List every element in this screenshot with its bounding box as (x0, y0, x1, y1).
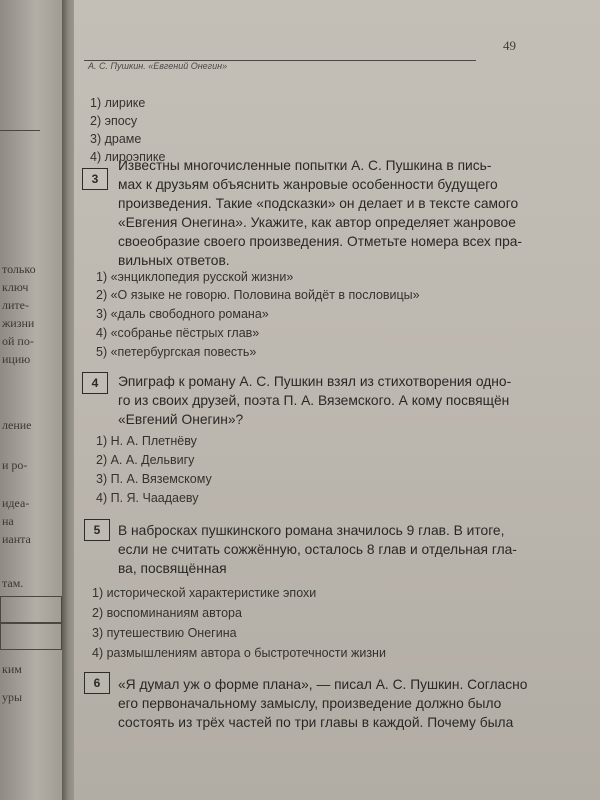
prev-option: 1) лирике (90, 96, 146, 110)
left-table-cell (0, 622, 62, 650)
running-head: А. С. Пушкин. «Евгений Онегин» (88, 61, 228, 71)
question-text (118, 156, 522, 270)
left-fragment: только (2, 262, 36, 276)
answer-option: 1) «энциклопедия русской жизни» (96, 270, 294, 284)
left-fragment: там. (2, 576, 24, 590)
question-text (118, 372, 511, 429)
question-text-line: ва, посвящённая (118, 561, 227, 576)
answer-option: 4) П. Я. Чаадаеву (96, 491, 199, 505)
question-text-line: мах к друзьям объяснить жанровые особенности будущего (118, 177, 498, 192)
answer-option: 3) путешествию Онегина (92, 626, 237, 640)
question-text-line: состоять из трёх частей по три главы в каждой. Почему была (118, 715, 514, 730)
answer-option: 4) «собранье пёстрых глав» (96, 326, 260, 340)
book-page (74, 0, 600, 800)
left-fragment: ключ (2, 280, 29, 294)
prev-option: 2) эпосу (90, 114, 138, 128)
left-page-edge (0, 0, 66, 800)
answer-option: 2) воспоминаниям автора (92, 606, 242, 620)
question-text-line: своеобразие своего произведения. Отметьте номера всех пра- (118, 234, 523, 249)
answer-option: 2) А. А. Дельвигу (96, 453, 195, 467)
question-text-line: Эпиграф к роману А. С. Пушкин взял из стихотворения одно- (118, 374, 512, 389)
page-number: 49 (503, 38, 516, 53)
question-number-box: 5 (84, 519, 110, 541)
question-text-line: го из своих друзей, поэта П. А. Вяземского. А кому посвящён (118, 393, 510, 408)
question-text-line: «Евгения Онегина». Укажите, как автор определяет жанровое (118, 215, 516, 230)
left-fragment: на (2, 514, 14, 528)
question-text (118, 521, 517, 578)
left-fragment: ой по- (2, 334, 34, 348)
left-fragment: ицию (2, 352, 31, 366)
answer-option: 4) размышлениям автора о быстротечности жизни (92, 646, 386, 660)
answer-option: 1) Н. А. Плетнёву (96, 434, 197, 448)
left-fragment: жизни (2, 316, 35, 330)
answer-option: 5) «петербургская повесть» (96, 345, 257, 359)
question-text-line: произведения. Такие «подсказки» он делает и в тексте самого (118, 196, 519, 211)
left-fragment: лите- (2, 298, 29, 312)
left-table-cell (0, 596, 62, 624)
prev-option: 3) драме (90, 132, 142, 146)
question-text-line: его первоначальному замыслу, произведение должно было (118, 696, 502, 711)
left-fragment: ианта (2, 532, 31, 546)
question-number-box: 3 (82, 168, 108, 190)
left-fragment: ким (2, 662, 22, 676)
left-rule (0, 130, 40, 131)
left-fragment: и ро- (2, 458, 28, 472)
question-text-line: если не считать сожжённую, осталось 8 глав и отдельная гла- (118, 542, 517, 557)
question-number-box: 4 (82, 372, 108, 394)
question-text-line: «Евгений Онегин»? (118, 412, 244, 427)
answer-option: 2) «О языке не говорю. Половина войдёт в пословицы» (96, 288, 420, 302)
question-number-box: 6 (84, 672, 110, 694)
answer-option: 3) П. А. Вяземскому (96, 472, 212, 486)
left-fragment: ление (2, 418, 32, 432)
left-fragment: идеа- (2, 496, 30, 510)
left-fragment: уры (2, 690, 23, 704)
question-text-line: Известны многочисленные попытки А. С. Пушкина в пись- (118, 158, 492, 173)
answer-option: 3) «даль свободного романа» (96, 307, 269, 321)
question-text (118, 675, 527, 732)
prev-option: 4) лироэпике (90, 150, 166, 164)
answer-option: 1) исторической характеристике эпохи (92, 586, 317, 600)
question-text-line: В набросках пушкинского романа значилось 9 глав. В итоге, (118, 523, 505, 538)
question-text-line: «Я думал уж о форме плана», — писал А. С. Пушкин. Согласно (118, 677, 528, 692)
question-text-line: вильных ответов. (118, 253, 230, 268)
